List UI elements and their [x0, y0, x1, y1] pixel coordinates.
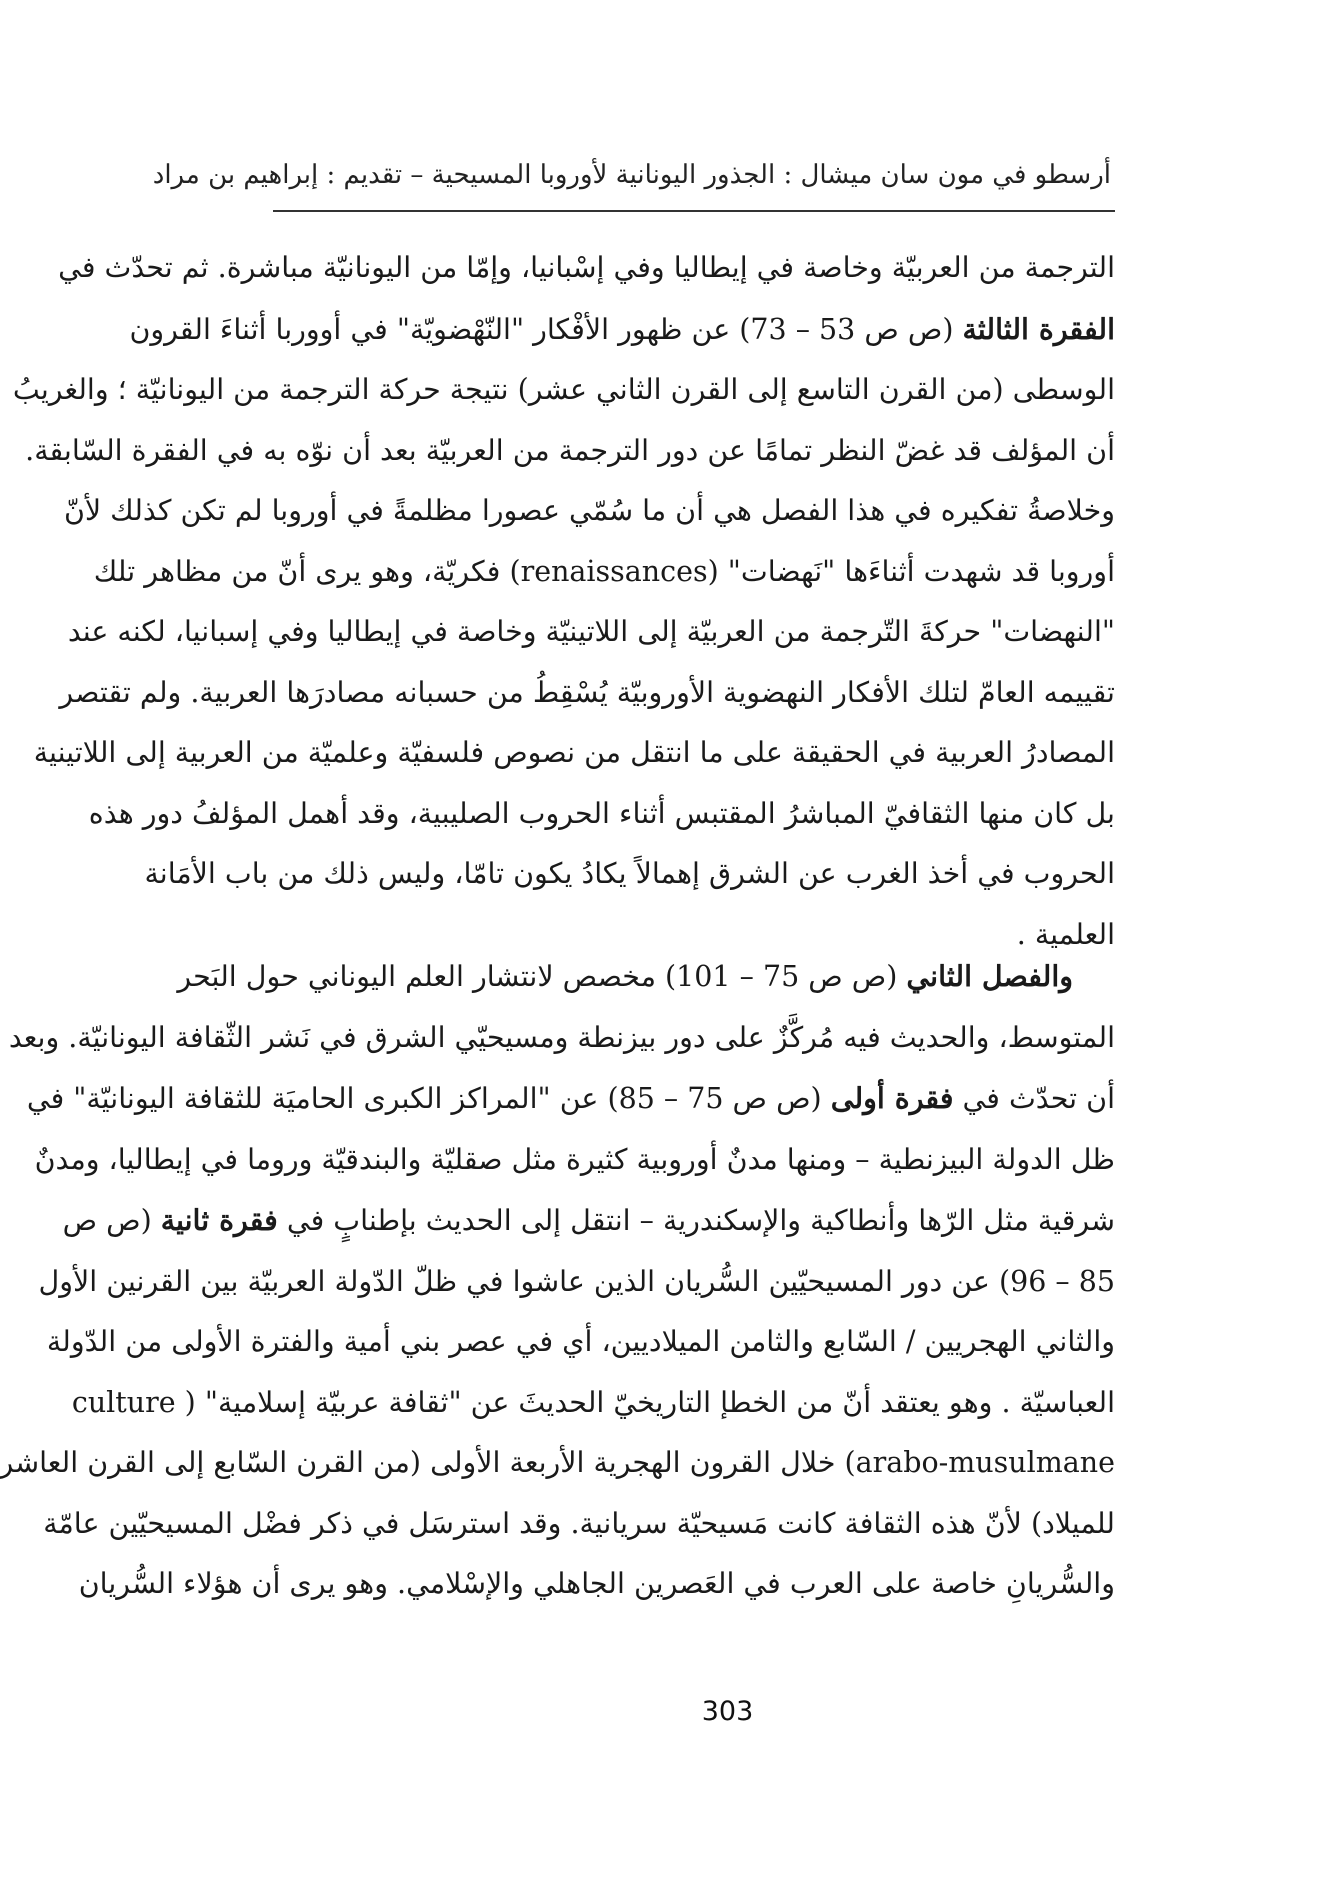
text-line: والسُّريانِ خاصة على العرب في العَصرين الجاهلي والإسْلامي. وهو يرى أن هؤلاء السُّريان: [78, 1567, 1115, 1600]
text-line: والثاني الهجريين / السّابع والثامن الميلاديين، أي في عصر بني أمية والفترة الأولى من الدّولة: [46, 1325, 1115, 1358]
text-line: للميلاد) لأنّ هذه الثقافة كانت مَسيحيّة سريانية. وقد استرسَل في ذكر فضْل المسيحيّين عامّة: [43, 1506, 1115, 1540]
section-term: الفقرة الثالثة: [962, 311, 1115, 346]
section-term: فقرة ثانية: [160, 1203, 278, 1237]
header-rule: [273, 210, 1115, 212]
text-line: العباسيّة . وهو يعتقد أنّ من الخطإ التاريخيّ الحديثَ عن "ثقافة عربيّة إسلامية" ( culture: [71, 1385, 1115, 1419]
text-line: وخلاصةُ تفكيره في هذا الفصل هي أن ما سُمّي عصورا مظلمةً في أوروبا لم تكن كذلك لأنّ: [63, 494, 1115, 527]
text-line: arabo-musulmane) خلال القرون الهجرية الأربعة الأولى (من القرن السّابع إلى القرن العاشر: [0, 1446, 1115, 1479]
text-line: الترجمة من العربيّة وخاصة في إيطاليا وفي إسْبانيا، وإمّا من اليونانيّة مباشرة. ثم تحدّث في: [58, 251, 1115, 284]
paragraph-1: [12, 238, 1115, 965]
text-line: الوسطى (من القرن التاسع إلى القرن الثاني عشر) نتيجة حركة الترجمة من اليونانيّة ؛ والغريبُ: [12, 373, 1115, 406]
text-line: العلمية .: [1016, 917, 1115, 951]
text-line: المتوسط، والحديث فيه مُركَّزٌ على دور بيزنطة ومسيحيّي الشرق في نَشر الثّقافة اليونانيّة. وبعد: [8, 1020, 1115, 1054]
paragraph-2: [0, 946, 1115, 1615]
text-line: والفصل الثاني (ص ص 75 – 101) مخصص لانتشار العلم اليوناني حول البَحر: [177, 959, 1073, 993]
running-header: أرسطو في مون سان ميشال : الجذور اليونانية لأوروبا المسيحية – تقديم : إبراهيم بن مراد: [152, 160, 1111, 190]
text-line: أوروبا قد شهدت أثناءَها "نَهضات" (renaissances) فكريّة، وهو يرى أنّ من مظاهر تلك: [93, 554, 1115, 588]
section-term: فقرة أولى: [830, 1081, 954, 1115]
text-line: بل كان منها الثقافيّ المباشرُ المقتبس أثناء الحروب الصليبية، وقد أهمل المؤلفُ دور هذه: [88, 796, 1115, 830]
text-line: المصادرُ العربية في الحقيقة على ما انتقل من نصوص فلسفيّة وعلميّة من العربية إلى اللاتينية: [33, 736, 1115, 769]
section-term: والفصل الثاني: [906, 959, 1073, 993]
text-line: أن تحدّث في فقرة أولى (ص ص 75 – 85) عن "المراكز الكبرى الحاميَة للثقافة اليونانيّة" في: [26, 1081, 1115, 1115]
text-line: تقييمه العامّ لتلك الأفكار النهضوية الأوروبيّة يُسْقِطُ من حسبانه مصادرَها العربية. ولم تقتصر: [59, 675, 1115, 709]
text-line: ظل الدولة البيزنطية – ومنها مدنٌ أوروبية كثيرة مثل صقليّة والبندقيّة وروما في إيطاليا، ومدنٌ: [34, 1142, 1115, 1176]
text-line: 85 – 96) عن دور المسيحيّين السُّريان الذين عاشوا في ظلّ الدّولة العربيّة بين القرنين الأول: [38, 1264, 1115, 1298]
text-line: شرقية مثل الرّها وأنطاكية والإسكندرية – انتقل إلى الحديث بإطنابٍ في فقرة ثانية (ص ص: [62, 1203, 1115, 1237]
page-number: 303: [701, 1696, 754, 1727]
text-line: أن المؤلف قد غضّ النظر تمامًا عن دور الترجمة من العربيّة بعد أن نوّه به في الفقرة السّابقة.: [25, 433, 1115, 467]
text-line: الفقرة الثالثة (ص ص 53 – 73) عن ظهور الأفْكار "النّهْضويّة" في أووربا أثناءَ القرون: [129, 311, 1115, 346]
text-line: "النهضات" حركةَ التّرجمة من العربيّة إلى اللاتينيّة وخاصة في إيطاليا وفي إسبانيا، لكنه عند: [67, 615, 1115, 648]
text-line: الحروب في أخذ الغرب عن الشرق إهمالاً يكادُ يكون تامّا، وليس ذلك من باب الأمَانة: [144, 857, 1115, 890]
